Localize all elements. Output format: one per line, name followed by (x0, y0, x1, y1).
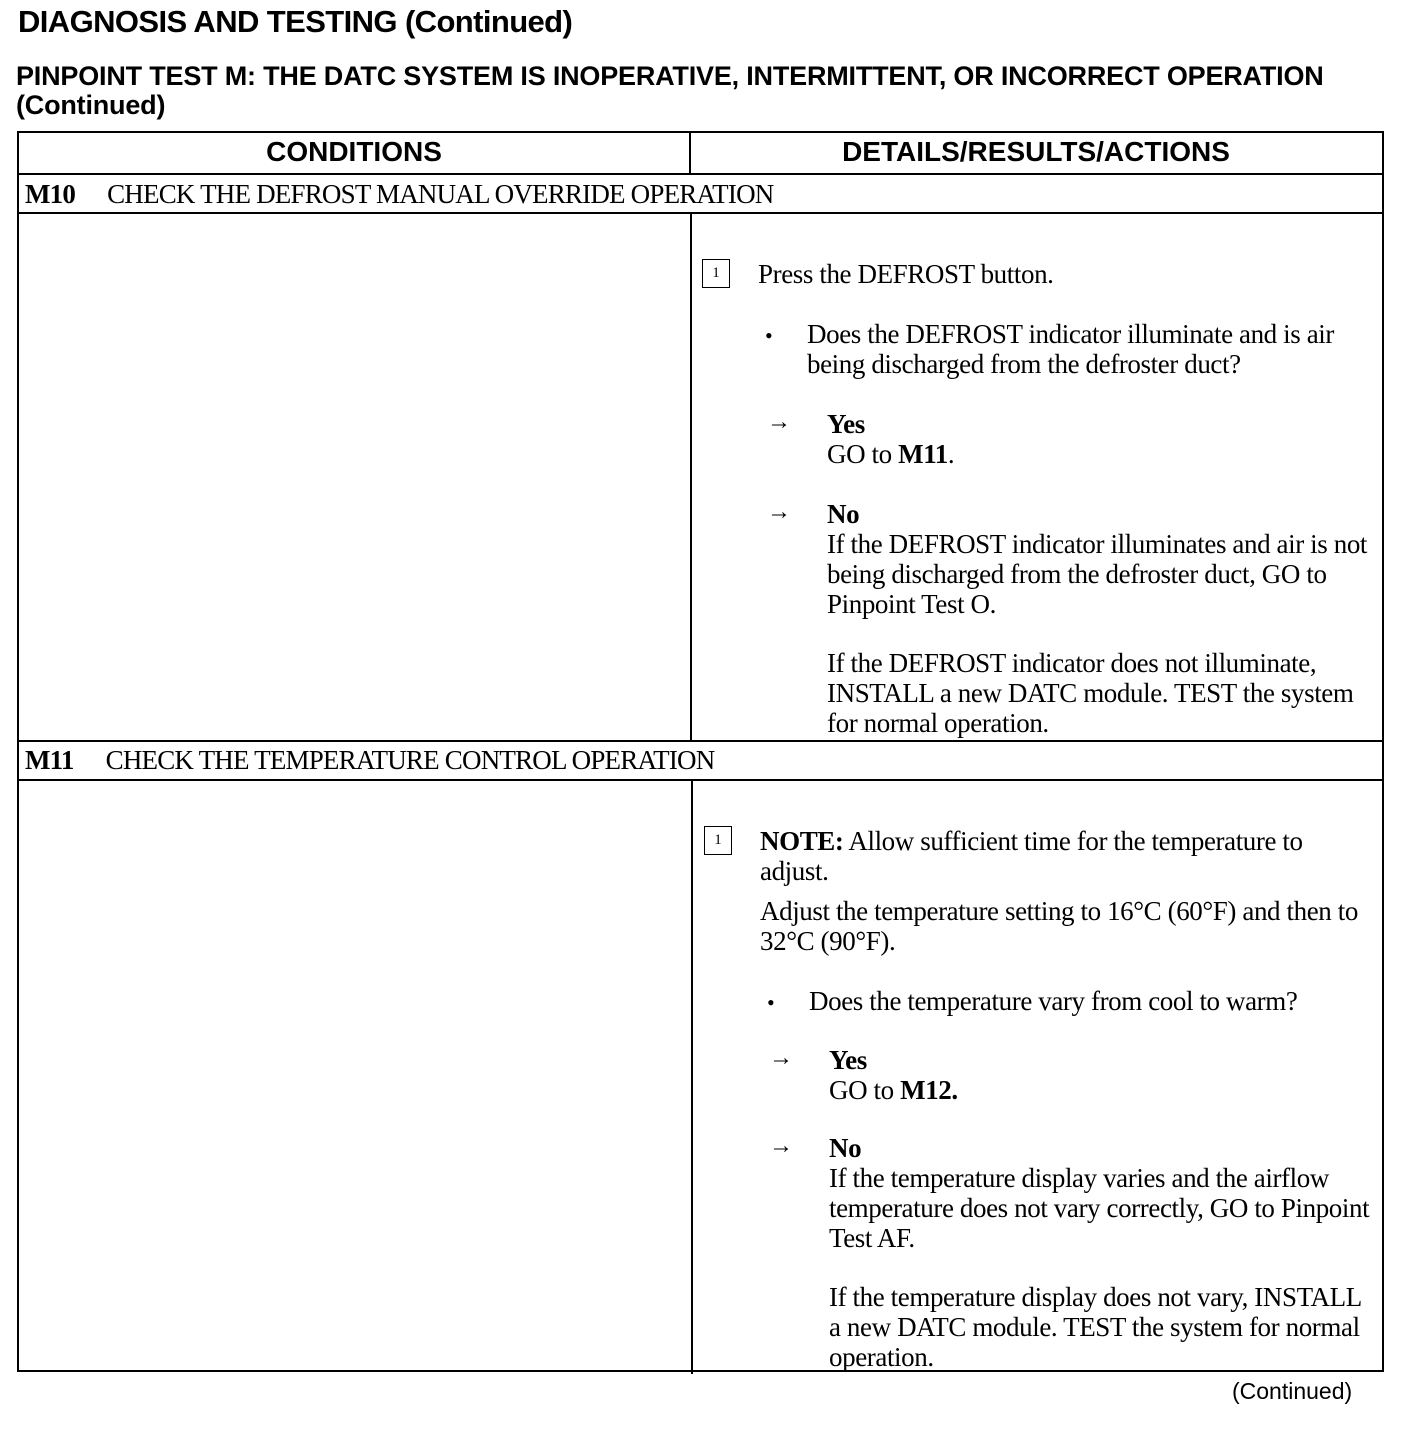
m11-note-label: NOTE: (760, 826, 844, 856)
m11-question: Does the temperature vary from cool to warm? (809, 986, 1298, 1016)
m10-yes-prefix: GO to (827, 439, 899, 469)
m10-header-divider (19, 212, 1382, 214)
m11-note-text: Allow sufficient time for the temperature to adjust. (760, 826, 1303, 886)
page-title: DIAGNOSIS AND TESTING (Continued) (18, 4, 573, 39)
m10-question: Does the DEFROST indicator illuminate and is air being discharged from the defroster duct? (807, 319, 1334, 379)
m10-yes-action (827, 439, 1367, 469)
m10-no-arrow-icon: → (767, 499, 791, 525)
m10-instruction: Press the DEFROST button. (758, 259, 1054, 289)
header-divider (19, 173, 1382, 175)
m11-column-divider (691, 779, 693, 1374)
step-m11-id: M11 (25, 745, 74, 775)
m11-note (760, 826, 1360, 886)
step-m11-title: CHECK THE TEMPERATURE CONTROL OPERATION (105, 745, 715, 775)
continued-label: (Continued) (1232, 1378, 1353, 1404)
conditions-column-header: CONDITIONS (266, 136, 442, 167)
m11-yes-target: M12. (900, 1075, 958, 1105)
m10-no-action-2: If the DEFROST indicator does not illuminate, INSTALL a new DATC module. TEST the system for normal operation. (827, 648, 1354, 738)
m11-no-arrow-icon: → (769, 1133, 793, 1159)
m11-bullet-icon: • (767, 990, 775, 1015)
m10-yes-target: M11 (898, 439, 948, 469)
m11-substep-box: 1 (704, 826, 732, 855)
m10-yes-arrow-icon: → (767, 409, 791, 435)
m11-no-action-1: If the temperature display varies and the airflow temperature does not vary correctly, GO to Pinpoint Test AF. (829, 1163, 1370, 1253)
m11-yes-action (829, 1075, 1369, 1105)
m11-no-label: No (829, 1133, 862, 1163)
header-column-divider (689, 133, 691, 173)
m11-instruction: Adjust the temperature setting to 16°C (60°F) and then to 32°C (90°F). (760, 896, 1358, 956)
m10-no-label: No (827, 499, 860, 529)
m10-substep-box: 1 (702, 259, 730, 288)
m11-yes-label: Yes (829, 1045, 867, 1075)
m10-column-divider (690, 212, 692, 740)
m11-yes-prefix: GO to (829, 1075, 901, 1105)
m11-top-divider (19, 740, 1382, 742)
m10-bullet-icon: • (765, 323, 773, 348)
step-m11-header (25, 745, 714, 776)
m11-header-divider (19, 779, 1382, 781)
step-m10-title: CHECK THE DEFROST MANUAL OVERRIDE OPERATION (107, 179, 774, 209)
step-m10-header (25, 179, 773, 210)
m10-no-action-1: If the DEFROST indicator illuminates and air is not being discharged from the defroster duct, GO to Pinpoint Test O. (827, 529, 1368, 619)
step-m10-id: M10 (25, 179, 76, 209)
pinpoint-test-title: PINPOINT TEST M: THE DATC SYSTEM IS INOPERATIVE, INTERMITTENT, OR INCORRECT OPERATION (Continued) (16, 61, 1324, 120)
m11-yes-arrow-icon: → (769, 1045, 793, 1071)
pinpoint-test-table (17, 131, 1384, 1372)
m10-yes-suffix: . (947, 439, 955, 469)
m10-yes-label: Yes (827, 409, 865, 439)
m11-no-action-2: If the temperature display does not vary, INSTALL a new DATC module. TEST the system for normal operation. (829, 1282, 1361, 1372)
details-column-header: DETAILS/RESULTS/ACTIONS (842, 136, 1230, 167)
